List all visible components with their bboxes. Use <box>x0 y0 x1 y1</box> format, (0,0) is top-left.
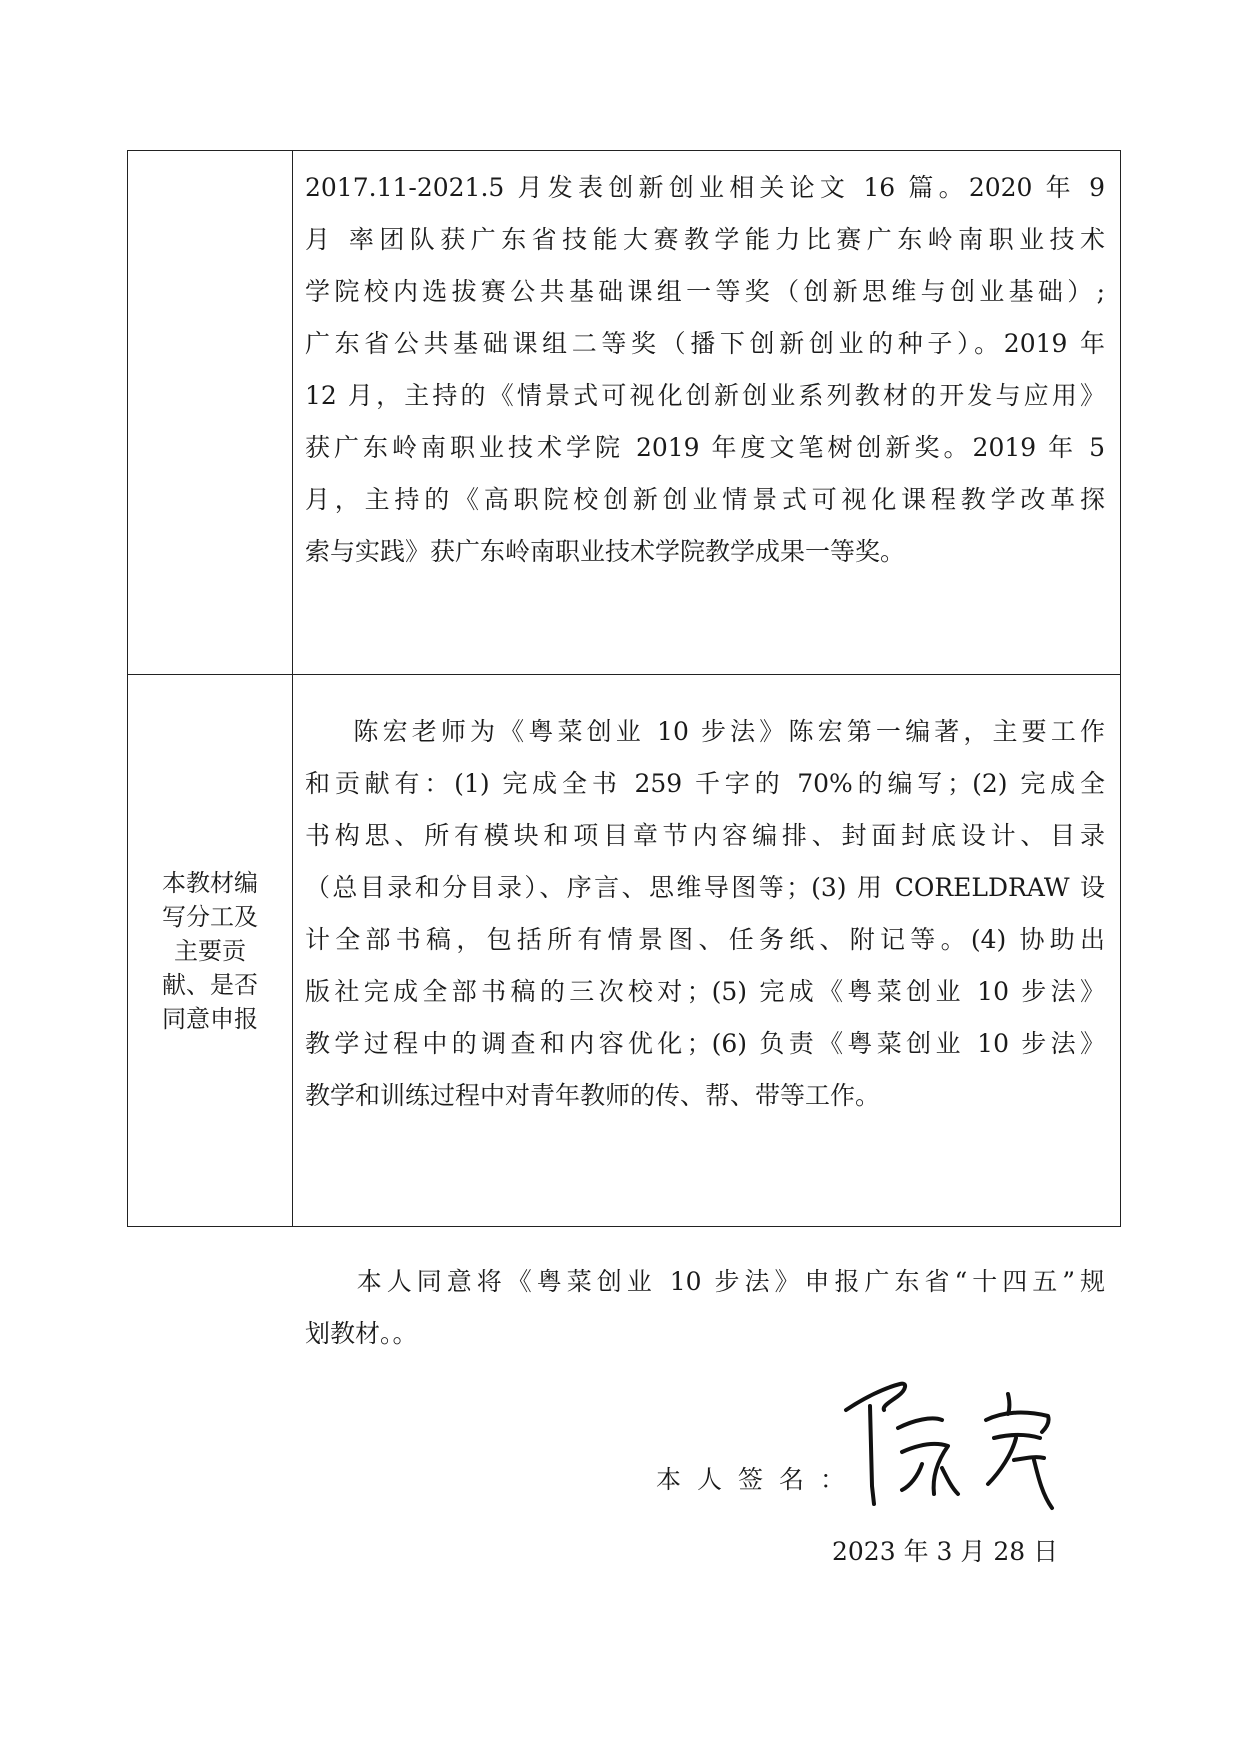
contribution-line: （总目录和分目录）、序言、思维导图等；(3) 用 CORELDRAW 设 <box>305 873 1105 902</box>
column-divider <box>292 151 293 1226</box>
contribution-line: 和贡献有：(1) 完成全书 259 千字的 70%的编写；(2) 完成全 <box>305 769 1105 798</box>
consent-line: 划教材。。 <box>305 1319 418 1348</box>
achievements-line: 月 率团队获广东省技能大赛教学能力比赛广东岭南职业技术 <box>305 225 1105 254</box>
label-cell <box>128 675 292 1227</box>
contribution-line: 教学过程中的调查和内容优化；(6) 负责《粤菜创业 10 步法》 <box>305 1029 1105 1058</box>
achievements-line: 广东省公共基础课组二等奖（播下创新创业的种子）。2019 年 <box>305 329 1105 358</box>
consent-paragraph <box>305 1256 1105 1360</box>
achievements-line: 获广东岭南职业技术学院 2019 年度文笔树创新奖。2019 年 5 <box>305 433 1105 462</box>
consent-line: 本人同意将《粤菜创业 10 步法》申报广东省“十四五”规 <box>305 1267 1105 1296</box>
achievements-paragraph <box>305 162 1105 578</box>
signature-label: 本人签名： <box>656 1465 862 1494</box>
contribution-line: 书构思、所有模块和项目章节内容编排、封面封底设计、目录 <box>305 821 1105 850</box>
contribution-line: 版社完成全部书稿的三次校对；(5) 完成《粤菜创业 10 步法》 <box>305 977 1105 1006</box>
achievements-line: 学院校内选拔赛公共基础课组一等奖（创新思维与创业基础）; <box>305 277 1105 306</box>
contribution-line: 陈宏老师为《粤菜创业 10 步法》陈宏第一编著，主要工作 <box>305 717 1105 746</box>
achievements-line: 索与实践》获广东岭南职业技术学院教学成果一等奖。 <box>305 537 906 566</box>
contribution-line: 计全部书稿，包括所有情景图、任务纸、附记等。(4) 协助出 <box>305 925 1105 954</box>
achievements-line: 月，主持的《高职院校创新创业情景式可视化课程教学改革探 <box>305 485 1105 514</box>
contribution-paragraph <box>305 706 1105 1122</box>
signature-date: 2023 年 3 月 28 日 <box>832 1537 1059 1566</box>
contribution-label: 本教材编写分工及主要贡献、是否同意申报 <box>162 869 258 1033</box>
contribution-line: 教学和训练过程中对青年教师的传、帮、带等工作。 <box>305 1081 881 1110</box>
handwritten-signature <box>838 1376 1068 1526</box>
achievements-line: 12 月，主持的《情景式可视化创新创业系列教材的开发与应用》 <box>305 381 1105 410</box>
achievements-line: 2017.11-2021.5 月发表创新创业相关论文 16 篇。2020 年 9 <box>305 173 1105 202</box>
